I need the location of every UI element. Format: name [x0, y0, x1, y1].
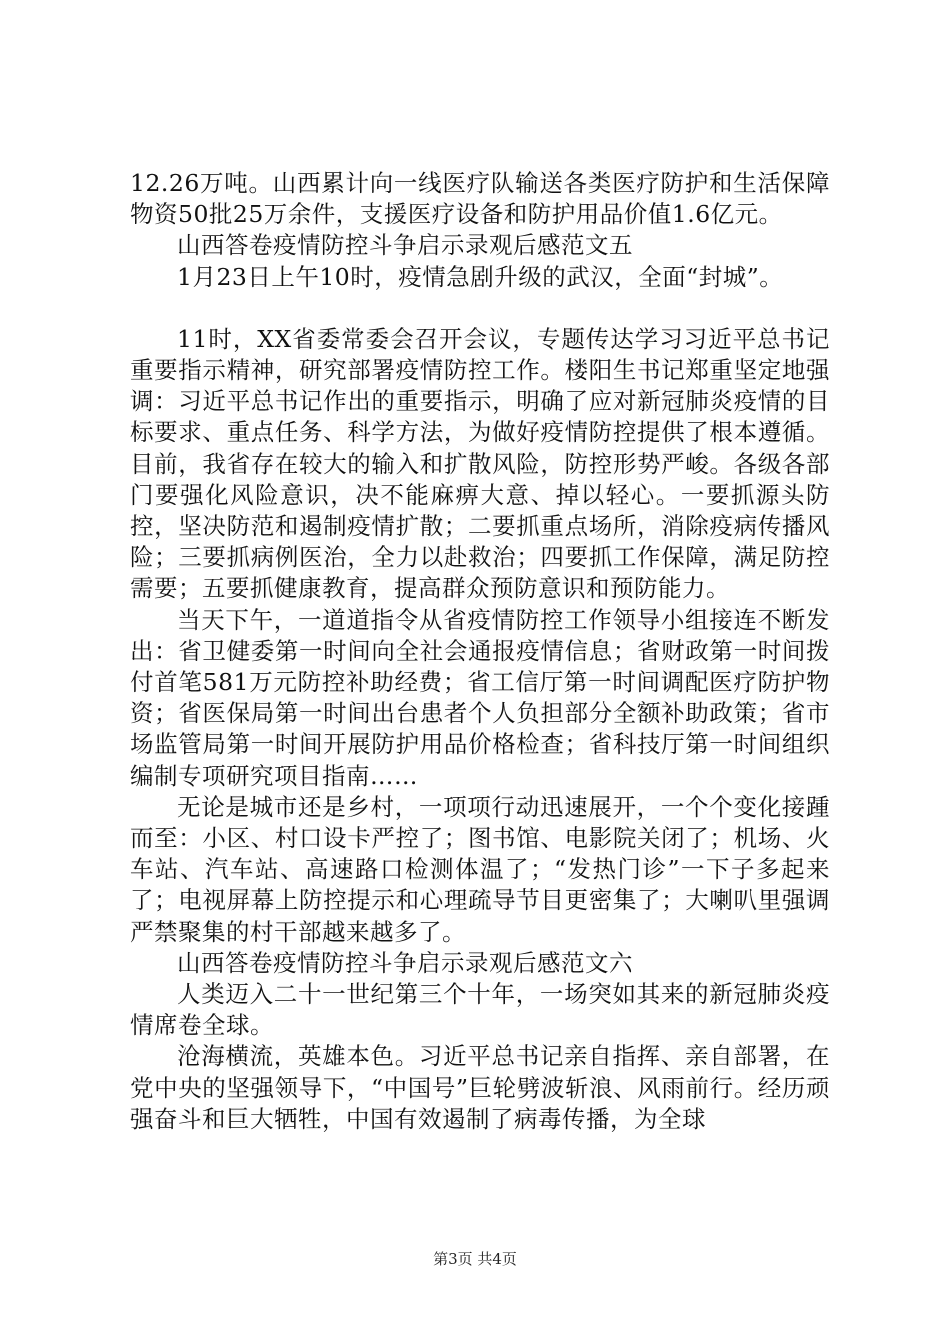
document-body	[130, 168, 830, 1135]
paragraph: 无论是城市还是乡村，一项项行动迅速展开，一个个变化接踵而至：小区、村口设卡严控了；图书馆、电影院关闭了；机场、火车站、汽车站、高速路口检测体温了；“发热门诊”一下子多起来了；电视屏幕上防控提示和心理疏导节目更密集了；大喇叭里强调严禁聚集的村干部越来越多了。	[130, 792, 830, 946]
paragraph: 12.26万吨。山西累计向一线医疗队输送各类医疗防护和生活保障物资50批25万余件，支援医疗设备和防护用品价值1.6亿元。	[130, 169, 830, 229]
section-heading: 山西答卷疫情防控斗争启示录观后感范文六	[177, 948, 633, 977]
section-heading: 山西答卷疫情防控斗争启示录观后感范文五	[177, 231, 633, 260]
blank-line	[130, 293, 830, 324]
paragraph: 沧海横流，英雄本色。习近平总书记亲自指挥、亲自部署，在党中央的坚强领导下，“中国号”巨轮劈波斩浪、风雨前行。经历顽强奋斗和巨大牺牲，中国有效遏制了病毒传播，为全球	[130, 1042, 830, 1133]
paragraph: 人类迈入二十一世纪第三个十年，一场突如其来的新冠肺炎疫情席卷全球。	[130, 980, 830, 1040]
page-number-label: 第3页 共4页	[433, 1250, 517, 1268]
page-footer	[0, 1248, 950, 1269]
paragraph: 1月23日上午10时，疫情急剧升级的武汉，全面“封城”。	[177, 262, 784, 291]
paragraph: 当天下午，一道道指令从省疫情防控工作领导小组接连不断发出：省卫健委第一时间向全社会通报疫情信息；省财政第一时间拨付首笔581万元防控补助经费；省工信厅第一时间调配医疗防护物资；省医保局第一时间出台患者个人负担部分全额补助政策；省市场监管局第一时间开展防护用品价格检查；省科技厅第一时间组织编制专项研究项目指南……	[130, 605, 830, 790]
paragraph: 11时，XX省委常委会召开会议，专题传达学习习近平总书记重要指示精神，研究部署疫情防控工作。楼阳生书记郑重坚定地强调：习近平总书记作出的重要指示，明确了应对新冠肺炎疫情的目标要求、重点任务、科学方法，为做好疫情防控提供了根本遵循。目前，我省存在较大的输入和扩散风险，防控形势严峻。各级各部门要强化风险意识，决不能麻痹大意、掉以轻心。一要抓源头防控，坚决防范和遏制疫情扩散；二要抓重点场所，消除疫病传播风险；三要抓病例医治，全力以赴救治；四要抓工作保障，满足防控需要；五要抓健康教育，提高群众预防意识和预防能力。	[130, 324, 830, 603]
